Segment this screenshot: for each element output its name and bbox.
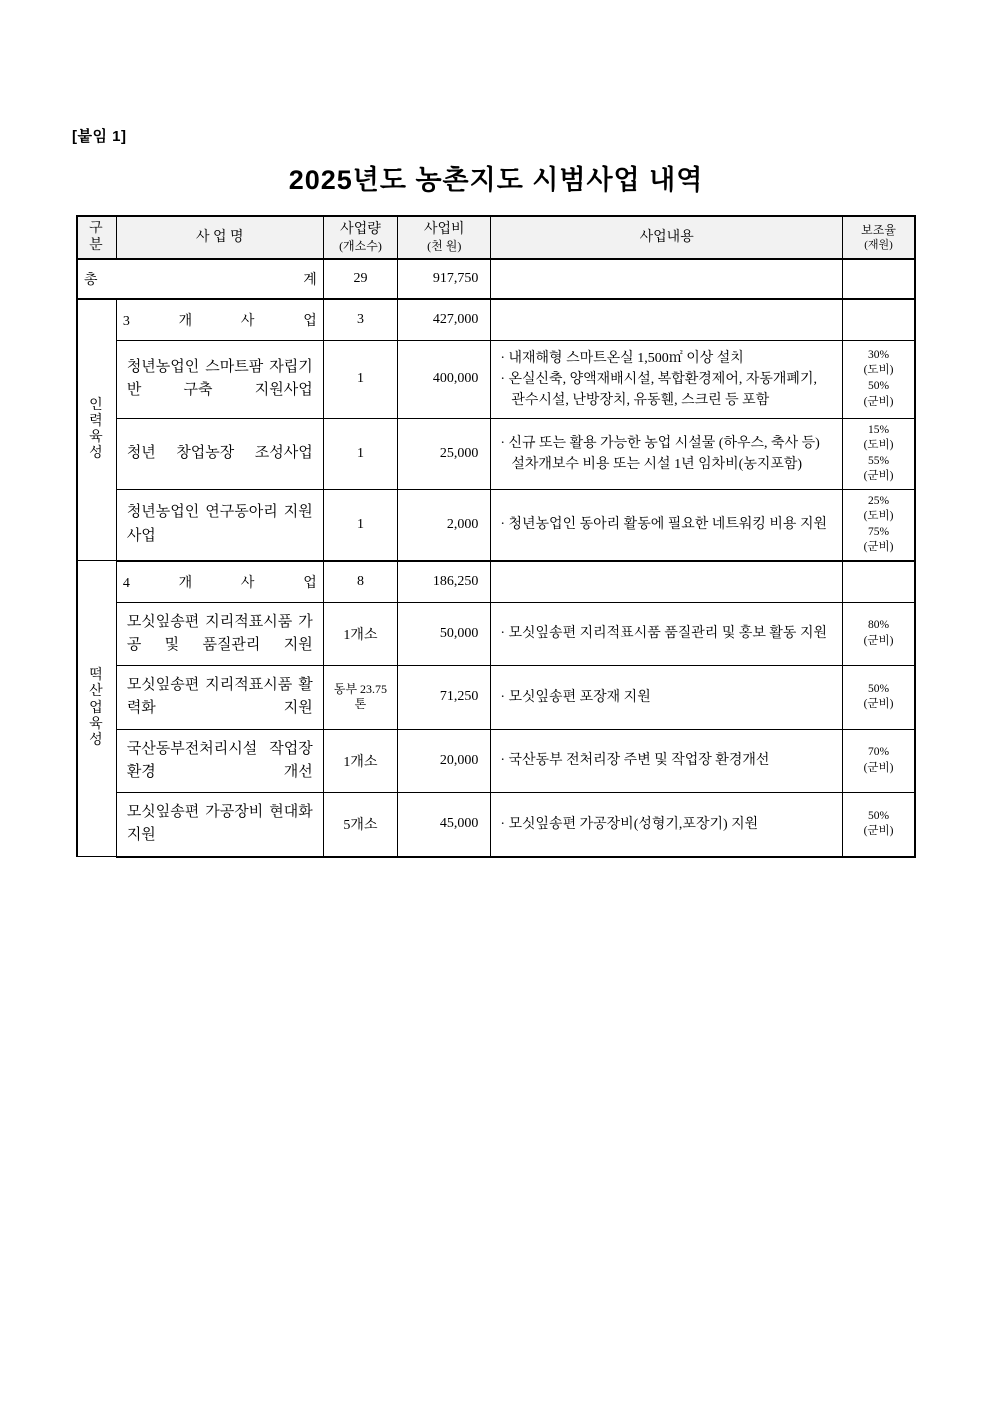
row-content — [491, 489, 843, 561]
row-content — [491, 602, 843, 666]
row-content-line: · 온실신축, 양액재배시설, 복합환경제어, 자동개폐기, 관수시설, 난방장치, 유동휀, 스크린 등 포함 — [500, 371, 817, 408]
category-char-g1-3: 육 — [89, 429, 105, 445]
header-content: 사업내용 — [491, 216, 843, 259]
total-rate — [843, 259, 915, 299]
category-char-g1-4: 성 — [89, 445, 105, 461]
table-header-row — [77, 216, 915, 259]
category-char-g2-5: 성 — [89, 732, 105, 748]
row-name: 모싯잎송편 지리적표시품 활력화 지원 — [116, 666, 323, 730]
subtotal-rate-group1 — [843, 299, 915, 341]
header-quantity-main: 사업량 — [340, 222, 381, 237]
row-name: 국산동부전처리시설 작업장 환경 개선 — [116, 729, 323, 793]
category-cell-group1 — [77, 299, 116, 561]
subtotal-g1-t2: 사 — [240, 313, 255, 329]
category-char-g2-3: 업 — [89, 700, 105, 716]
rate-line: (군비) — [863, 825, 894, 838]
subtotal-label-group2 — [116, 561, 323, 603]
total-label-right: 계 — [303, 272, 317, 288]
subtotal-g2-n: 4 — [122, 575, 130, 591]
total-label-cell — [77, 259, 323, 299]
header-category-char1: 구 — [89, 220, 105, 236]
attachment-tag: [붙임 1] — [72, 128, 127, 145]
table-row — [77, 666, 915, 730]
row-cost: 45,000 — [398, 793, 491, 857]
row-quantity: 5개소 — [323, 793, 397, 857]
header-cost-sub: (천 원) — [427, 238, 462, 253]
subtotal-content-group1 — [491, 299, 843, 341]
rate-line: 15% — [867, 423, 890, 436]
row-rate — [843, 340, 915, 418]
subtotal-g2-t3: 업 — [303, 575, 317, 591]
page-title: 2025년도 농촌지도 시범사업 내역 — [288, 165, 704, 195]
header-cost-main: 사업비 — [423, 222, 465, 237]
rate-line: 25% — [867, 494, 890, 507]
total-quantity: 29 — [323, 259, 397, 299]
row-rate — [843, 666, 915, 730]
row-cost: 50,000 — [398, 602, 491, 666]
header-rate-sub: (재원) — [864, 239, 893, 252]
rate-line: 80% — [867, 619, 890, 632]
header-project-name: 사 업 명 — [116, 216, 323, 259]
row-quantity: 1개소 — [323, 729, 397, 793]
table-total-row — [77, 259, 915, 299]
category-char-g2-4: 육 — [89, 716, 105, 732]
rate-line: 55% — [867, 454, 890, 467]
header-quantity — [323, 216, 397, 259]
subtotal-quantity-group2: 8 — [323, 561, 397, 603]
row-content-line: · 모싯잎송편 지리적표시품 품질관리 및 홍보 활동 지원 — [500, 626, 828, 642]
row-content-line: · 모싯잎송편 가공장비(성형기,포장기) 지원 — [500, 816, 759, 832]
rate-line: 30% — [867, 348, 890, 361]
subtotal-row-group1 — [77, 299, 915, 341]
subtotal-cost-group2: 186,250 — [398, 561, 491, 603]
rate-line: 70% — [867, 746, 890, 759]
row-content-line: · 청년농업인 동아리 활동에 필요한 네트워킹 비용 지원 — [500, 517, 828, 533]
rate-line: (군비) — [863, 698, 894, 711]
row-quantity: 1개소 — [323, 602, 397, 666]
row-content-line: · 신규 또는 활용 가능한 농업 시설물 (하우스, 축사 등) 설차개보수 비용 또는 시설 1년 임차비(농지포함) — [500, 435, 820, 472]
subtotal-label-group1 — [116, 299, 323, 341]
subtotal-content-group2 — [491, 561, 843, 603]
rate-line: 50% — [867, 809, 890, 822]
subtotal-row-group2 — [77, 561, 915, 603]
row-content — [491, 729, 843, 793]
header-category — [77, 216, 116, 259]
category-char-g1-2: 력 — [89, 413, 105, 429]
row-cost: 2,000 — [398, 489, 491, 561]
row-cost: 400,000 — [398, 340, 491, 418]
subtotal-g1-n: 3 — [122, 313, 130, 329]
row-name: 청년농업인 스마트팜 자립기반 구축 지원사업 — [116, 340, 323, 418]
row-cost: 20,000 — [398, 729, 491, 793]
header-rate-main: 보조율 — [861, 222, 896, 237]
row-rate — [843, 793, 915, 857]
row-cost: 25,000 — [398, 418, 491, 489]
table-row — [77, 729, 915, 793]
header-cost — [398, 216, 491, 259]
row-rate — [843, 729, 915, 793]
category-char-g1-1: 인 — [89, 397, 105, 413]
header-category-char2: 분 — [89, 238, 105, 254]
table-row — [77, 340, 915, 418]
subtotal-g2-t2: 사 — [240, 575, 255, 591]
subtotal-g1-t3: 업 — [303, 313, 317, 329]
category-char-g2-1: 떡 — [89, 668, 105, 684]
row-content-line: · 내재해형 스마트온실 1,500㎡ 이상 설치 — [500, 350, 744, 366]
rate-line: (군비) — [863, 470, 894, 483]
subtotal-cost-group1: 427,000 — [398, 299, 491, 341]
total-content — [491, 259, 843, 299]
row-quantity: 1 — [323, 340, 397, 418]
row-quantity: 1 — [323, 489, 397, 561]
total-label-left: 총 — [84, 272, 98, 288]
row-rate — [843, 602, 915, 666]
table-row — [77, 418, 915, 489]
row-name: 청년농업인 연구동아리 지원사업 — [116, 489, 323, 561]
table-row — [77, 602, 915, 666]
project-table — [76, 215, 916, 858]
rate-line: 75% — [867, 525, 890, 538]
category-cell-group2 — [77, 561, 116, 857]
row-quantity: 동부 23.75톤 — [323, 666, 397, 730]
subtotal-g1-t1: 개 — [178, 313, 193, 329]
header-quantity-sub: (개소수) — [339, 238, 382, 253]
row-content — [491, 340, 843, 418]
row-content-line: · 모싯잎송편 포장재 지원 — [500, 689, 651, 705]
table-row — [77, 793, 915, 857]
row-content — [491, 793, 843, 857]
row-name: 청년 창업농장 조성사업 — [116, 418, 323, 489]
rate-line: 50% — [867, 380, 890, 392]
category-char-g2-2: 산 — [89, 684, 105, 700]
rate-line: (군비) — [863, 634, 894, 647]
row-cost: 71,250 — [398, 666, 491, 730]
row-content — [491, 418, 843, 489]
row-name: 모싯잎송편 가공장비 현대화 지원 — [116, 793, 323, 857]
rate-line: (군비) — [863, 761, 894, 774]
subtotal-rate-group2 — [843, 561, 915, 603]
subtotal-quantity-group1: 3 — [323, 299, 397, 341]
total-cost: 917,750 — [398, 259, 491, 299]
header-rate — [843, 216, 915, 259]
row-rate — [843, 418, 915, 489]
rate-line: (도비) — [863, 439, 894, 452]
subtotal-g2-t1: 개 — [178, 575, 193, 591]
row-content-line: · 국산동부 전처리장 주변 및 작업장 환경개선 — [500, 753, 770, 769]
row-quantity: 1 — [323, 418, 397, 489]
row-name: 모싯잎송편 지리적표시품 가공 및 품질관리 지원 — [116, 602, 323, 666]
row-rate — [843, 489, 915, 561]
rate-line: (도비) — [863, 510, 894, 523]
rate-line: (군비) — [863, 541, 894, 554]
rate-line: 50% — [867, 682, 890, 695]
rate-line: (도비) — [863, 364, 894, 377]
row-content — [491, 666, 843, 730]
rate-line: (군비) — [863, 395, 894, 408]
table-row — [77, 489, 915, 561]
